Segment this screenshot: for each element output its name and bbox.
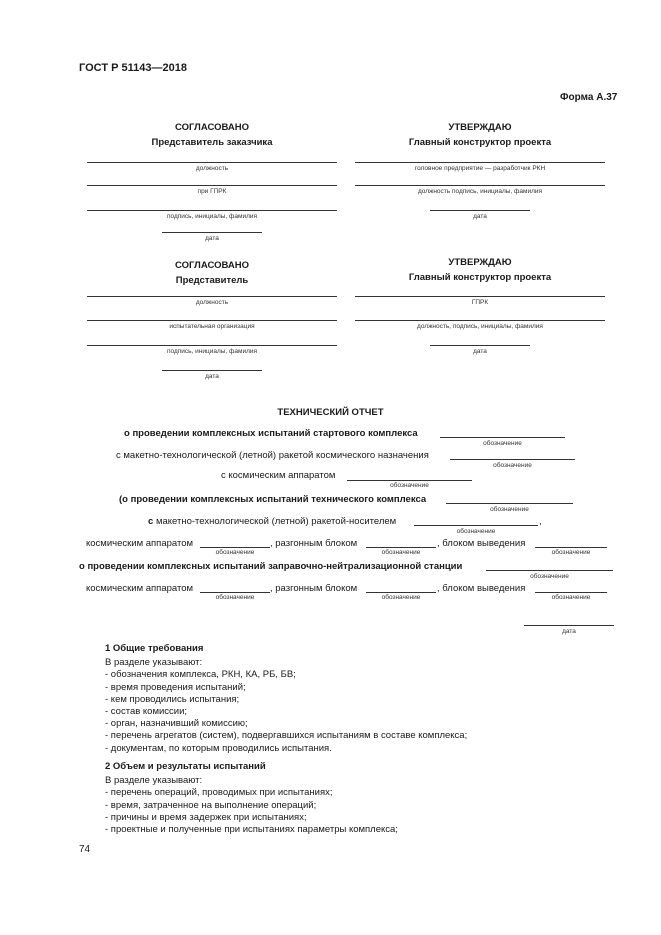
field-caption: должность (195, 165, 229, 172)
field-caption: обозначение (551, 594, 591, 601)
list-item: - перечень агрегатов (систем), подвергавшихся испытаниям в составе комплекса; (105, 730, 468, 742)
designation-line (440, 437, 565, 438)
approve-subtitle: Главный конструктор проекта (408, 272, 552, 283)
approval-subtitle: Представитель (175, 275, 249, 286)
list-item: - состав комиссии; (105, 706, 188, 718)
field-caption: ГПРК (471, 299, 489, 306)
approval-title: СОГЛАСОВАНО (175, 260, 249, 271)
report-line-6-a: космическим аппаратом (86, 538, 194, 549)
list-item: - время проведения испытаний; (105, 681, 246, 693)
approve-title: УТВЕРЖДАЮ (448, 122, 512, 133)
report-title: ТЕХНИЧЕСКИЙ ОТЧЕТ (277, 407, 384, 418)
list-item: - причины и время задержек при испытаниях; (105, 811, 307, 823)
designation-line (486, 570, 613, 571)
field-caption: обозначение (456, 528, 496, 535)
field-caption: дата (473, 348, 487, 355)
section-1 (105, 643, 467, 755)
section-intro: В разделе указывают: (105, 657, 203, 669)
list-item: - время, затраченное на выполнение операций; (105, 799, 317, 811)
approval-subtitle: Представитель заказчика (151, 137, 273, 148)
field-caption: обозначение (483, 440, 522, 447)
field-caption: дата (473, 213, 487, 220)
signature-line (355, 185, 605, 186)
field-caption: обозначение (551, 549, 591, 556)
field-caption: дата (562, 628, 576, 635)
report-line-2: с макетно-технологической (летной) ракетой космического назначения (116, 450, 429, 461)
report-line-6-c: , блоком выведения (437, 538, 526, 549)
report-line-3: с космическим аппаратом (221, 470, 336, 481)
list-item: - документам, по которым проводились испытания. (105, 742, 332, 754)
designation-line (366, 592, 436, 593)
approve-title: УТВЕРЖДАЮ (448, 257, 512, 268)
designation-line (535, 547, 607, 548)
field-caption: обозначение (530, 573, 569, 580)
report-line-5-text: макетно-технологической (летной) ракетой-носителем (155, 516, 397, 527)
signature-line (355, 296, 605, 297)
designation-line (200, 547, 270, 548)
designation-line (450, 459, 575, 460)
field-caption: подпись, инициалы, фамилия (166, 348, 258, 355)
form-number: Форма А.37 (560, 92, 618, 103)
report-line-5 (148, 516, 396, 527)
report-line-5-comma: , (539, 516, 542, 527)
report-line-1: о проведении комплексных испытаний стартового комплекса (124, 428, 418, 439)
report-line-4: (о проведении комплексных испытаний технического комплекса (119, 494, 427, 505)
field-caption: дата (205, 373, 219, 380)
designation-line (535, 592, 607, 593)
list-item: - перечень операций, проводимых при испытаниях; (105, 787, 333, 799)
field-caption: обозначение (493, 462, 532, 469)
date-line (162, 370, 262, 371)
list-item: - орган, назначивший комиссию; (105, 718, 248, 730)
date-line (162, 232, 262, 233)
page-number: 74 (79, 844, 91, 855)
section-intro: В разделе указывают: (105, 775, 203, 787)
signature-line (355, 320, 605, 321)
field-caption: дата (205, 235, 219, 242)
date-line (524, 625, 614, 626)
field-caption: головное предприятие — разработчик РКН (414, 165, 546, 172)
signature-line (87, 210, 337, 211)
signature-line (87, 162, 337, 163)
report-line-5-lead: с (148, 516, 154, 527)
field-caption: должность (195, 299, 229, 306)
section-heading: 2 Объем и результаты испытаний (105, 761, 266, 772)
field-caption: обозначение (215, 594, 255, 601)
signature-line (87, 345, 337, 346)
designation-line (347, 480, 472, 481)
approve-subtitle: Главный конструктор проекта (408, 137, 552, 148)
report-line-6-b: , разгонным блоком (270, 538, 358, 549)
signature-line (87, 185, 337, 186)
designation-line (200, 592, 270, 593)
field-caption: должность подпись, инициалы, фамилия (417, 188, 543, 195)
report-line-7: о проведении комплексных испытаний заправочно-нейтрализационной станции (79, 561, 463, 572)
designation-line (446, 503, 573, 504)
field-caption: должность, подпись, инициалы, фамилия (417, 323, 543, 330)
standard-number: ГОСТ Р 51143—2018 (79, 62, 187, 74)
section-2 (105, 761, 398, 836)
list-item: - кем проводились испытания; (105, 693, 240, 705)
section-heading: 1 Общие требования (105, 643, 204, 654)
approval-title: СОГЛАСОВАНО (175, 122, 249, 133)
report-line-8-b: , разгонным блоком (270, 583, 358, 594)
signature-line (87, 296, 337, 297)
designation-line (414, 525, 538, 526)
designation-line (366, 547, 436, 548)
date-line (430, 345, 530, 346)
field-caption: обозначение (381, 594, 421, 601)
list-item: - проектные и полученные при испытаниях параметры комплекса; (105, 824, 398, 836)
field-caption: испытательная организация (169, 323, 255, 330)
field-caption: подпись, инициалы, фамилия (166, 213, 258, 220)
field-caption: обозначение (490, 506, 529, 513)
field-caption: обозначение (390, 482, 429, 489)
field-caption: обозначение (215, 549, 255, 556)
signature-line (87, 320, 337, 321)
report-line-8-c: , блоком выведения (437, 583, 526, 594)
signature-line (355, 162, 605, 163)
field-caption: обозначение (381, 549, 421, 556)
date-line (430, 210, 530, 211)
list-item: - обозначения комплекса, РКН, КА, РБ, БВ; (105, 669, 296, 681)
field-caption: при ГПРК (197, 188, 227, 195)
report-line-8-a: космическим аппаратом (86, 583, 194, 594)
